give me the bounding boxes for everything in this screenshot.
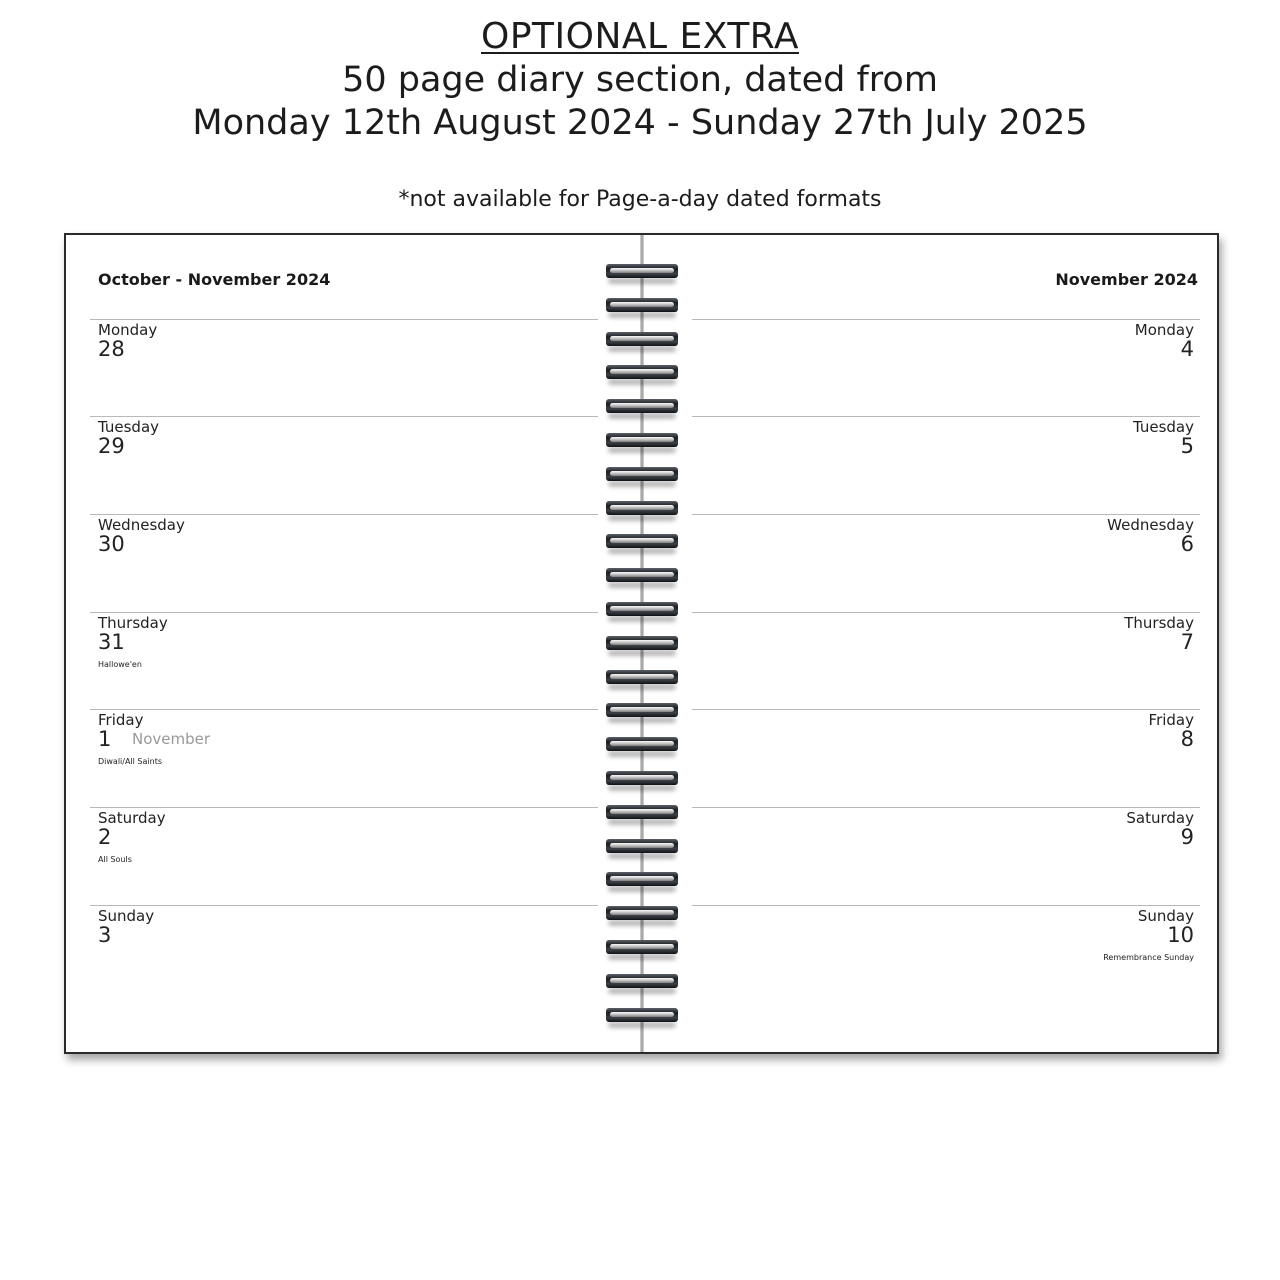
day-block [692, 807, 1200, 905]
spiral-coil [604, 1007, 680, 1027]
day-number: 30 [98, 532, 125, 556]
day-name: Tuesday [1132, 418, 1194, 436]
spiral-coil [604, 432, 680, 452]
day-number: 9 [1180, 825, 1194, 849]
day-name: Tuesday [98, 418, 160, 436]
right-page-title: November 2024 [1055, 270, 1198, 289]
left-page-title: October - November 2024 [98, 270, 331, 289]
day-block [90, 416, 598, 514]
day-block [90, 319, 598, 417]
day-event: All Souls [98, 855, 132, 864]
day-event: Remembrance Sunday [1103, 953, 1194, 962]
day-block [692, 905, 1200, 1003]
optional-extra-title: OPTIONAL EXTRA [481, 16, 799, 57]
day-block [692, 612, 1200, 710]
day-number: 29 [98, 434, 125, 458]
day-block [692, 514, 1200, 612]
day-block [90, 709, 598, 807]
spiral-coil [604, 669, 680, 689]
day-name: Wednesday [1107, 516, 1194, 534]
day-number: 4 [1180, 337, 1194, 361]
day-block [90, 514, 598, 612]
spiral-coil [604, 635, 680, 655]
day-block [692, 416, 1200, 514]
day-block [692, 319, 1200, 417]
day-number: 6 [1180, 532, 1194, 556]
spiral-coil [604, 770, 680, 790]
spiral-binding [604, 263, 680, 1033]
day-number: 28 [98, 337, 125, 361]
day-name: Sunday [98, 907, 155, 925]
day-name: Saturday [98, 809, 166, 827]
diary-date-range: Monday 12th August 2024 - Sunday 27th July 2025 [192, 103, 1088, 143]
day-number: 1 [98, 727, 112, 751]
day-name: Thursday [1124, 614, 1194, 632]
day-name: Sunday [1137, 907, 1194, 925]
spiral-coil [604, 939, 680, 959]
day-number: 31 [98, 630, 125, 654]
spiral-coil [604, 500, 680, 520]
spiral-coil [604, 466, 680, 486]
day-block [692, 709, 1200, 807]
spiral-coil [604, 601, 680, 621]
spiral-coil [604, 567, 680, 587]
spiral-coil [604, 263, 680, 283]
spiral-coil [604, 533, 680, 553]
month-label: November [132, 730, 211, 748]
diary-spread [64, 233, 1219, 1054]
day-number: 10 [1167, 923, 1194, 947]
availability-note: *not available for Page-a-day dated formats [398, 187, 882, 212]
spiral-coil [604, 838, 680, 858]
day-number: 7 [1180, 630, 1194, 654]
day-name: Saturday [1126, 809, 1194, 827]
day-event: Hallowe'en [98, 660, 142, 669]
day-block [90, 807, 598, 905]
day-block [90, 905, 598, 1003]
diary-section-description: 50 page diary section, dated from [342, 60, 938, 100]
day-name: Monday [1134, 321, 1194, 339]
spiral-coil [604, 905, 680, 925]
day-name: Monday [98, 321, 158, 339]
spiral-coil [604, 736, 680, 756]
spiral-coil [604, 702, 680, 722]
day-number: 3 [98, 923, 112, 947]
day-name: Friday [98, 711, 144, 729]
day-name: Friday [1148, 711, 1194, 729]
day-name: Wednesday [98, 516, 185, 534]
day-number: 2 [98, 825, 112, 849]
spiral-coil [604, 804, 680, 824]
spiral-coil [604, 331, 680, 351]
spiral-coil [604, 973, 680, 993]
day-event: Diwali/All Saints [98, 757, 163, 766]
day-name: Thursday [98, 614, 168, 632]
spiral-coil [604, 398, 680, 418]
day-number: 5 [1180, 434, 1194, 458]
day-number: 8 [1180, 727, 1194, 751]
spiral-coil [604, 871, 680, 891]
day-block [90, 612, 598, 710]
spiral-coil [604, 297, 680, 317]
spiral-coil [604, 364, 680, 384]
